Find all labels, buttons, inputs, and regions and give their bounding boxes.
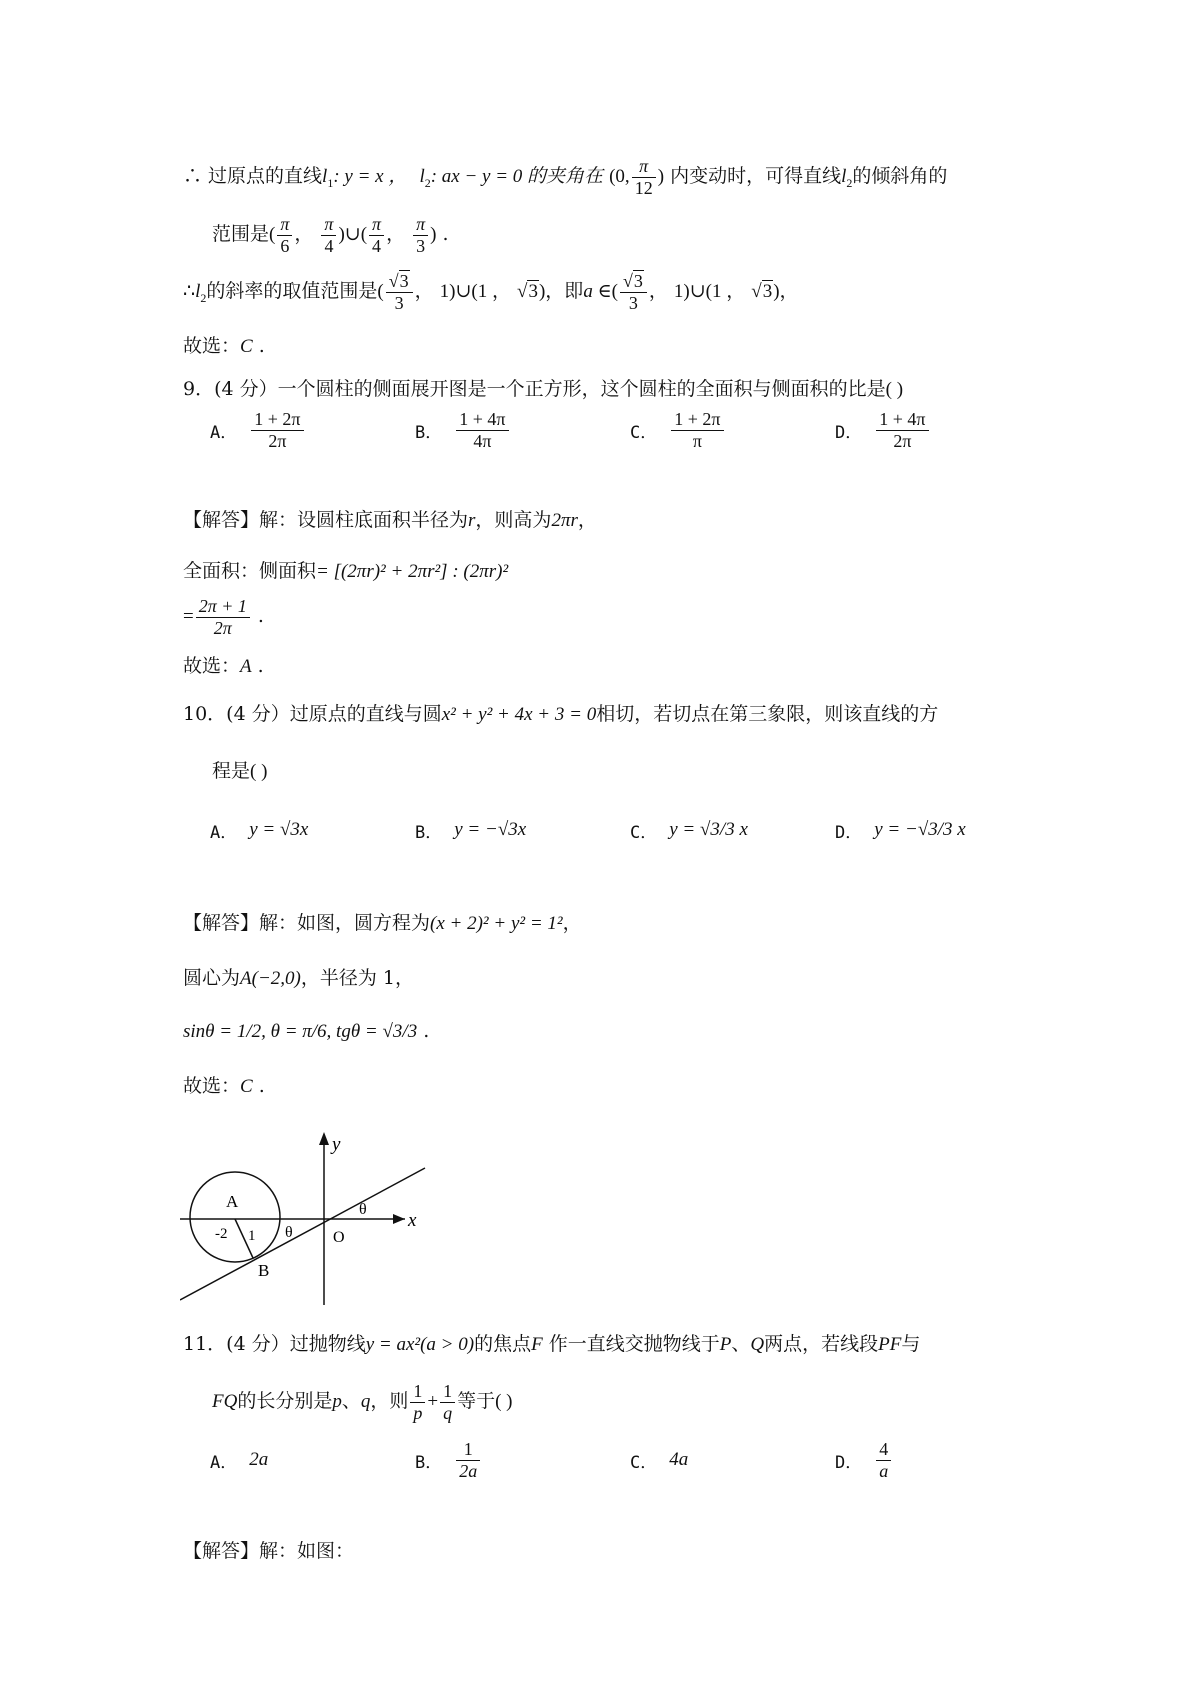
q9-solution-line3: = $\frac{2\pi + 1}{2\pi}$ .: [183, 595, 264, 638]
circle-tangent-figure: [180, 1120, 430, 1305]
question-10-stem2: 程是( ): [212, 760, 268, 782]
text-line-slope-range: $\therefore l_2$的斜率的取值范围是( $\frac{√3}{3}$ ， 1)∪(1 ， √3)，即a ∈( $\frac{√3}{3}$ ， 1)∪(1 ， √3)，: [183, 270, 799, 313]
question-9-stem: 9．(4 分）一个圆柱的侧面展开图是一个正方形，这个圆柱的全面积与侧面积的比是( ): [183, 378, 904, 400]
q10-option-b[interactable]: B． y = −√3x: [415, 819, 527, 843]
text-line-angle-range: ∴ 过原点的直线$l_1$: y = x ， $l_2$: ax − y = 0 的夹角在 (0, $\frac{\pi}{12}$ ) 内变动时，可得直线$l_2$的倾斜角的: [183, 155, 948, 198]
theta-right-label: θ: [359, 1201, 367, 1218]
q10-solution-line3: sinθ = 1/2, θ = π/6, tgθ = √3/3 .: [183, 1020, 430, 1042]
q10-option-d[interactable]: D． y = −√3/3 x: [835, 819, 966, 843]
neg-two-label: -2: [215, 1226, 228, 1242]
question-10-options: [210, 800, 1070, 860]
y-axis-label: y: [332, 1134, 341, 1155]
figure-svg: [180, 1120, 430, 1305]
q11-option-d[interactable]: D． $\frac{4}{a}$: [835, 1430, 893, 1490]
question-11-stem2: FQ的长分别是p、q，则 $\frac{1}{p}$ + $\frac{1}{q}$ 等于( ): [212, 1380, 513, 1423]
q9-option-c[interactable]: C． $\frac{1 + 2\pi}{\pi}$: [630, 400, 726, 460]
answer-line-c: 故选：C .: [183, 335, 265, 357]
q11-option-b[interactable]: B． $\frac{1}{2a}$: [415, 1430, 482, 1490]
origin-label: O: [333, 1229, 345, 1246]
q9-answer: 故选：A .: [183, 655, 264, 677]
q11-solution-line1: 【解答】解：如图：: [183, 1540, 355, 1562]
q10-solution-line1: 【解答】解：如图，圆方程为(x + 2)² + y² = 1²，: [183, 912, 582, 934]
question-9-options: [210, 400, 1070, 460]
q10-solution-line2: 圆心为A(−2,0)，半径为 1，: [183, 967, 414, 989]
question-11-options: [210, 1430, 1070, 1490]
q9-option-a[interactable]: A． $\frac{1 + 2\pi}{2\pi}$: [210, 400, 306, 460]
question-11-stem: 11．(4 分）过抛物线y = ax²(a > 0)的焦点F 作一直线交抛物线于P、Q两点，若线段PF与: [183, 1333, 921, 1355]
q10-answer: 故选：C .: [183, 1075, 265, 1097]
theta-left-label: θ: [285, 1224, 293, 1241]
y-axis-arrow-icon: [319, 1132, 329, 1145]
text-line-range: 范围是( $\frac{\pi}{6}$ ， $\frac{\pi}{4}$ )∪( $\frac{\pi}{4}$ ， $\frac{\pi}{3}$ ) .: [212, 213, 449, 256]
q9-solution-line2: 全面积：侧面积= [(2πr)² + 2πr²] : (2πr)²: [183, 560, 509, 582]
q9-option-d[interactable]: D． $\frac{1 + 4\pi}{2\pi}$: [835, 400, 931, 460]
q11-option-a[interactable]: A． 2a: [210, 1449, 269, 1473]
q9-option-b[interactable]: B． $\frac{1 + 4\pi}{4\pi}$: [415, 400, 511, 460]
question-10-stem: 10．(4 分）过原点的直线与圆x² + y² + 4x + 3 = 0相切，若切点在第三象限，则该直线的方: [183, 703, 939, 725]
q11-option-c[interactable]: C． 4a: [630, 1449, 689, 1473]
point-b-label: B: [258, 1261, 270, 1280]
x-axis-arrow-icon: [393, 1214, 405, 1224]
radius-one-label: 1: [248, 1228, 256, 1244]
x-axis-label: x: [408, 1210, 417, 1231]
q9-solution-line1: 【解答】解：设圆柱底面积半径为r，则高为2πr，: [183, 509, 597, 531]
q10-option-c[interactable]: C． y = √3/3 x: [630, 819, 748, 843]
q10-option-a[interactable]: A． y = √3x: [210, 819, 309, 843]
point-a-label: A: [226, 1192, 239, 1211]
circle: [190, 1172, 280, 1262]
